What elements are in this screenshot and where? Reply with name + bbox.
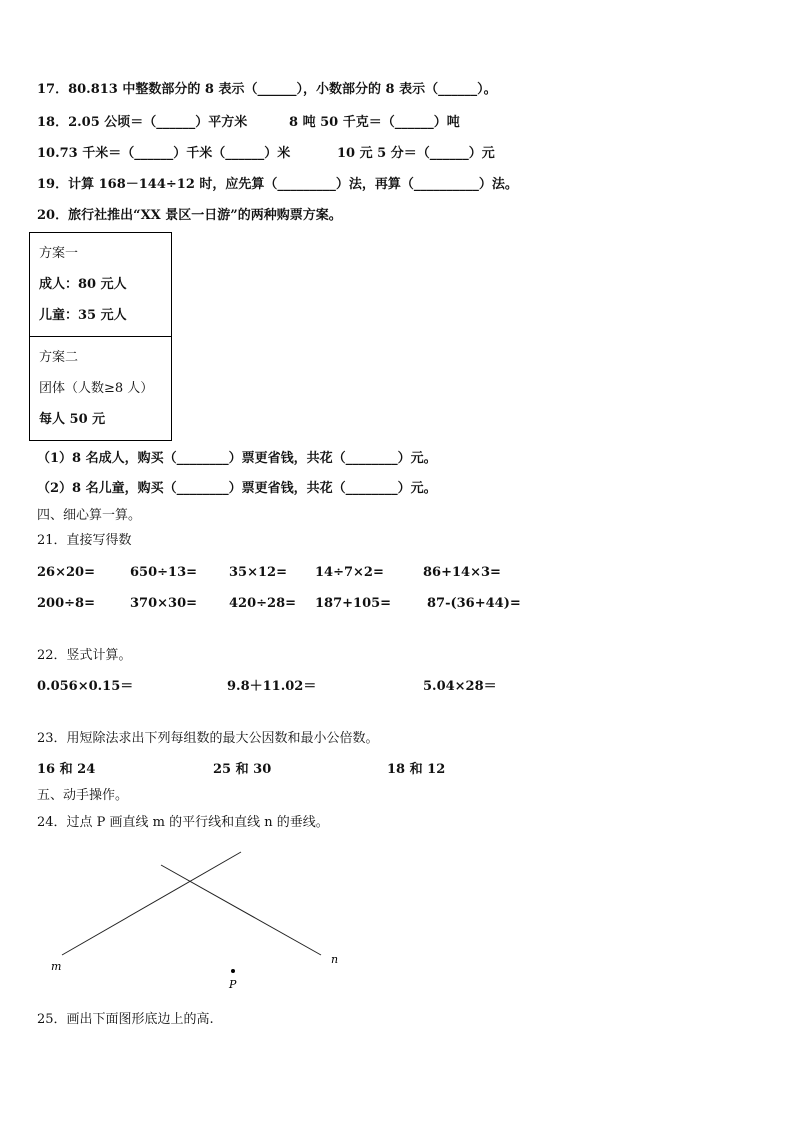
q21-item: 420÷28= <box>229 596 297 611</box>
plan-two-title: 方案二 <box>39 350 79 365</box>
plan-two-box <box>29 336 172 441</box>
plan-one-box <box>29 232 172 337</box>
plan-two-price: 每人 50 元 <box>39 412 106 427</box>
q22-item: 5.04×28＝ <box>423 679 497 694</box>
line-n-label: n <box>331 953 339 966</box>
question-20-sub-2: （2）8 名儿童，购买（________）票更省钱，共花（________）元。 <box>37 481 437 496</box>
question-24-title: 24．过点 P 画直线 m 的平行线和直线 n 的垂线。 <box>37 815 329 830</box>
question-20-stem: 20．旅行社推出“XX 景区一日游”的两种购票方案。 <box>37 208 342 223</box>
q21-item: 650÷13= <box>130 565 198 580</box>
q23-item: 16 和 24 <box>37 762 96 777</box>
line-m-label: m <box>51 960 62 973</box>
q23-item: 18 和 12 <box>387 762 446 777</box>
q21-item: 14÷7×2= <box>315 565 384 580</box>
line-n <box>161 865 321 955</box>
question-25: 25．画出下面图形底边上的高. <box>37 1012 214 1027</box>
q21-item: 26×20= <box>37 565 95 580</box>
line-diagram <box>0 840 400 1000</box>
q22-item: 0.056×0.15＝ <box>37 679 134 694</box>
question-18-part-d: 10 元 5 分＝（______）元 <box>337 146 495 161</box>
q21-item: 370×30= <box>130 596 198 611</box>
question-20-sub-1: （1）8 名成人，购买（________）票更省钱，共花（________）元。 <box>37 451 437 466</box>
q21-item: 86+14×3= <box>423 565 501 580</box>
question-17: 17．80.813 中整数部分的 8 表示（______），小数部分的 8 表示（______）。 <box>37 82 497 97</box>
question-19: 19．计算 168－144÷12 时，应先算（_________）法，再算（__________）法。 <box>37 177 518 192</box>
section-four-heading: 四、细心算一算。 <box>37 508 142 523</box>
question-22-title: 22．竖式计算。 <box>37 648 132 663</box>
plan-two-group-rule: 团体（人数≥8 人） <box>39 381 154 396</box>
q21-item: 187+105= <box>315 596 392 611</box>
question-18-part-a: 18．2.05 公顷＝（______）平方米 <box>37 115 248 130</box>
plan-one-title: 方案一 <box>39 246 79 261</box>
question-21-title: 21．直接写得数 <box>37 533 132 548</box>
q21-item: 35×12= <box>229 565 287 580</box>
point-p-label: P <box>229 978 237 991</box>
plan-one-child-price: 儿童：35 元人 <box>39 308 127 323</box>
question-18-part-b: 8 吨 50 千克＝（______）吨 <box>289 115 460 130</box>
q21-item: 87-(36+44)= <box>427 596 521 611</box>
question-23-title: 23．用短除法求出下列每组数的最大公因数和最小公倍数。 <box>37 731 379 746</box>
plan-one-adult-price: 成人：80 元人 <box>39 277 127 292</box>
q23-item: 25 和 30 <box>213 762 272 777</box>
question-18-part-c: 10.73 千米＝（______）千米（______）米 <box>37 146 291 161</box>
line-m <box>62 852 241 955</box>
q22-item: 9.8＋11.02＝ <box>227 679 317 694</box>
section-five-heading: 五、动手操作。 <box>37 788 129 803</box>
point-p <box>231 969 235 973</box>
q21-item: 200÷8= <box>37 596 95 611</box>
